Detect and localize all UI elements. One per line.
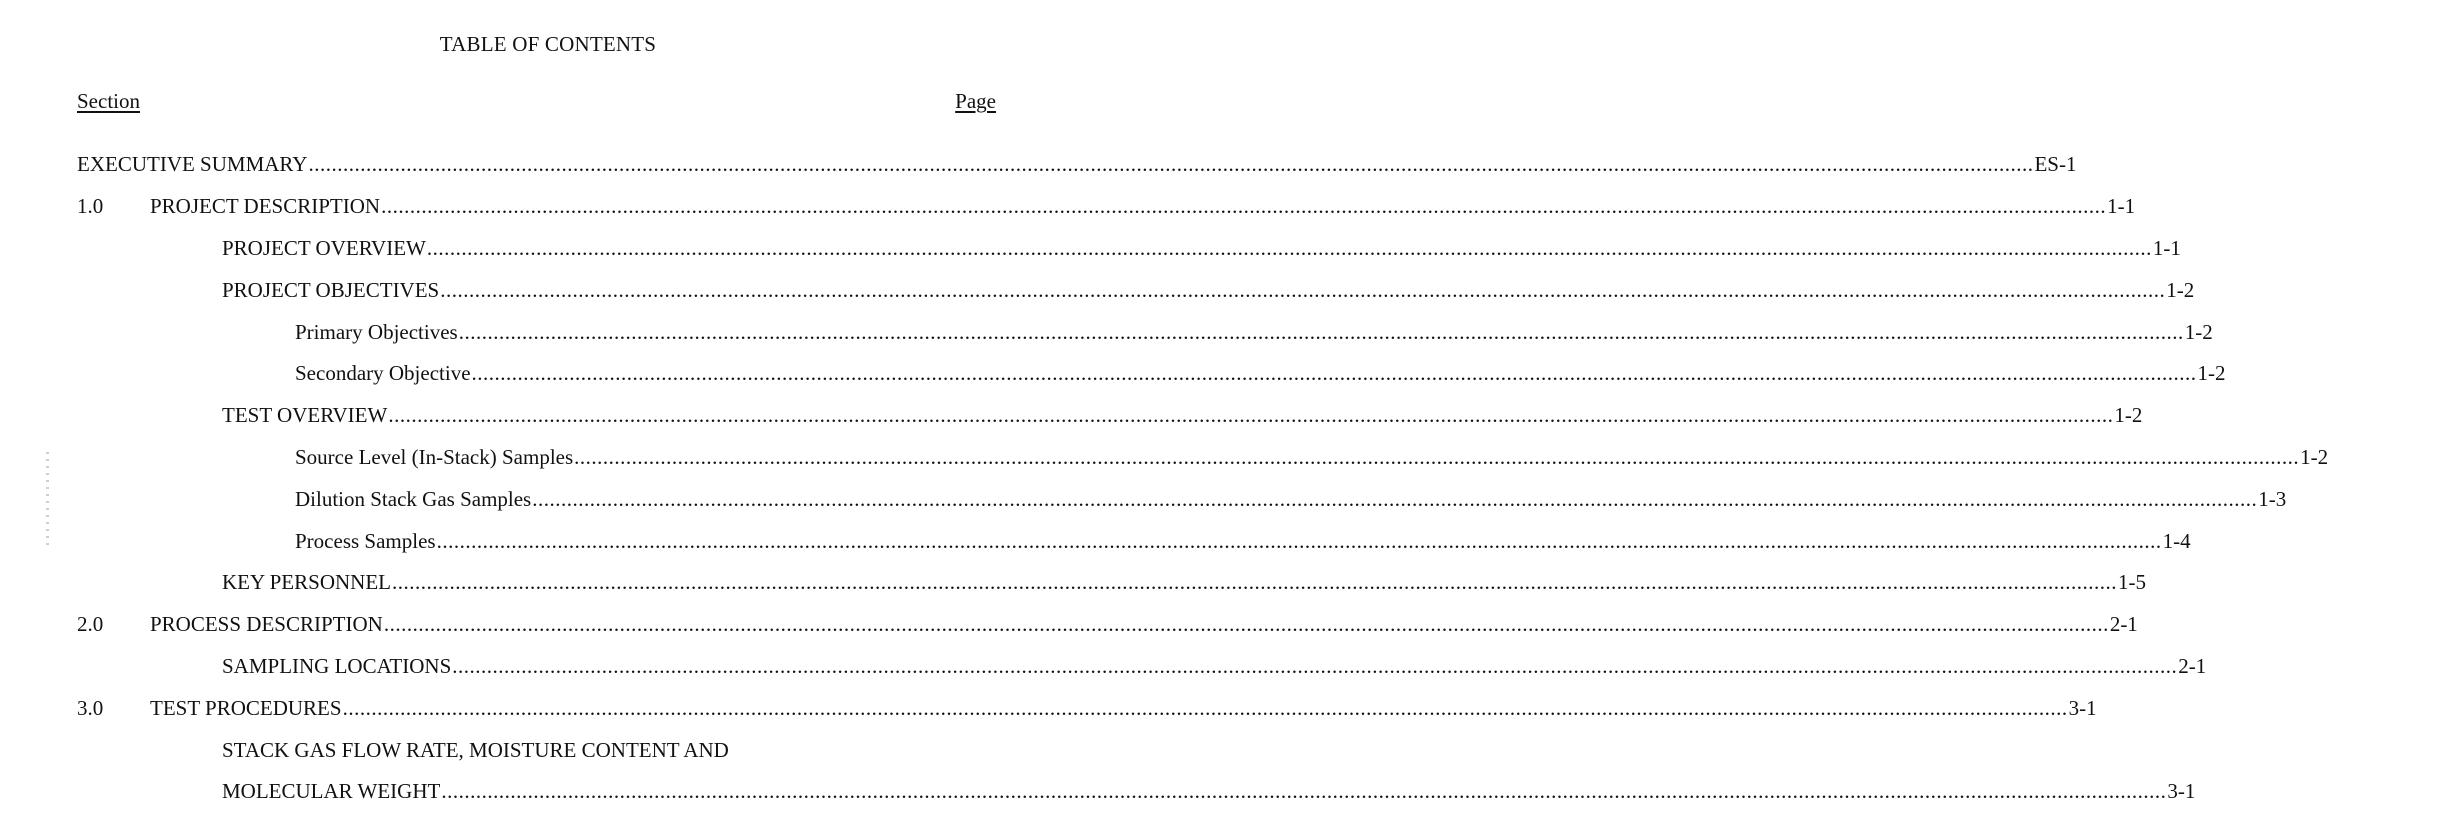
- page-title: TABLE OF CONTENTS: [439, 32, 657, 56]
- dot-leader: ............................................................................................................................................................................................................................................................................................................: [574, 444, 2300, 469]
- dot-leader: ............................................................................................................................................................................................................................................................................................................: [471, 361, 2197, 386]
- toc-entry-page: 3-1: [2167, 779, 2196, 804]
- toc-entry-project-description[interactable]: [77, 186, 2136, 228]
- toc-entry-key-personnel[interactable]: [77, 562, 2146, 604]
- toc-entry-secondary-objective[interactable]: [77, 353, 2226, 395]
- toc-entry-page: 1-2: [2197, 361, 2226, 386]
- toc-entry-project-overview[interactable]: [77, 228, 2181, 270]
- toc-entry-title: PROJECT OVERVIEW: [222, 235, 426, 260]
- toc-entry-title: PROJECT DESCRIPTION: [150, 194, 381, 219]
- toc-entry-title: PROCESS DESCRIPTION: [150, 612, 383, 637]
- toc-entry-number: 1.0: [77, 194, 104, 219]
- toc-entry-page: 2-1: [2178, 653, 2207, 678]
- dot-leader: ............................................................................................................................................................................................................................................................................................................: [391, 570, 2117, 595]
- toc-entry-title: Process Samples: [295, 528, 436, 553]
- dot-leader: ............................................................................................................................................................................................................................................................................................................: [308, 152, 2034, 177]
- toc-entry-title: MOLECULAR WEIGHT: [222, 779, 441, 804]
- toc-entry-page: 1-1: [2107, 194, 2136, 219]
- toc-entry-title: SAMPLING LOCATIONS: [222, 653, 452, 678]
- margin-scan-mark: [46, 452, 49, 548]
- toc-entry-page: 1-1: [2152, 235, 2181, 260]
- toc-entry-stack-gas-flow-rate-line1[interactable]: [77, 729, 996, 771]
- toc-entry-source-level-samples[interactable]: [77, 437, 2329, 479]
- dot-leader: ............................................................................................................................................................................................................................................................................................................: [441, 779, 2167, 804]
- toc-entry-project-objectives[interactable]: [77, 269, 2195, 311]
- toc-entry-page: 1-5: [2117, 570, 2146, 595]
- toc-entry-test-overview[interactable]: [77, 395, 2143, 437]
- dot-leader: ............................................................................................................................................................................................................................................................................................................: [436, 528, 2162, 553]
- toc-list: [77, 144, 2329, 813]
- toc-entry-process-description[interactable]: [77, 604, 2138, 646]
- toc-entry-title: TEST PROCEDURES: [150, 695, 342, 720]
- toc-entry-primary-objectives[interactable]: [77, 311, 2213, 353]
- dot-leader: ............................................................................................................................................................................................................................................................................................................: [381, 194, 2107, 219]
- toc-entry-executive-summary[interactable]: [77, 144, 2077, 186]
- dot-leader: ............................................................................................................................................................................................................................................................................................................: [532, 486, 2258, 511]
- toc-entry-stack-gas-flow-rate-line2[interactable]: [77, 771, 2196, 813]
- toc-entry-sampling-locations[interactable]: [77, 646, 2207, 688]
- toc-entry-title: STACK GAS FLOW RATE, MOISTURE CONTENT AND: [222, 737, 729, 762]
- dot-leader: ............................................................................................................................................................................................................................................................................................................: [458, 319, 2184, 344]
- toc-entry-page: ES-1: [2034, 152, 2077, 177]
- toc-entry-page: 1-2: [2166, 277, 2195, 302]
- toc-entry-test-procedures[interactable]: [77, 687, 2097, 729]
- toc-entry-dilution-stack-gas-samples[interactable]: [77, 478, 2287, 520]
- toc-entry-page: 3-1: [2068, 695, 2097, 720]
- dot-leader: ............................................................................................................................................................................................................................................................................................................: [383, 612, 2109, 637]
- toc-entry-title: Source Level (In-Stack) Samples: [295, 444, 574, 469]
- toc-entry-page: 1-4: [2162, 528, 2191, 553]
- toc-entry-title: KEY PERSONNEL: [222, 570, 391, 595]
- dot-leader: ............................................................................................................................................................................................................................................................................................................: [388, 403, 2114, 428]
- toc-entry-title: Dilution Stack Gas Samples: [295, 486, 532, 511]
- toc-entry-title: TEST OVERVIEW: [222, 403, 388, 428]
- toc-entry-page: 1-2: [2300, 444, 2329, 469]
- toc-entry-number: 3.0: [77, 695, 104, 720]
- dot-leader: ............................................................................................................................................................................................................................................................................................................: [440, 277, 2166, 302]
- section-column-header: Section: [77, 89, 140, 113]
- toc-entry-title: PROJECT OBJECTIVES: [222, 277, 440, 302]
- dot-leader: ............................................................................................................................................................................................................................................................................................................: [452, 653, 2178, 678]
- dot-leader: ............................................................................................................................................................................................................................................................................................................: [342, 695, 2068, 720]
- toc-entry-title: Secondary Objective: [295, 361, 471, 386]
- toc-entry-page: 2-1: [2109, 612, 2138, 637]
- toc-entry-page: 1-2: [2114, 403, 2143, 428]
- toc-entry-page: 1-2: [2184, 319, 2213, 344]
- toc-entry-title: EXECUTIVE SUMMARY: [77, 152, 308, 177]
- toc-entry-number: 2.0: [77, 612, 104, 637]
- dot-leader: ............................................................................................................................................................................................................................................................................................................: [426, 235, 2152, 260]
- page-column-header: Page: [955, 89, 996, 113]
- toc-entry-page: 1-3: [2258, 486, 2287, 511]
- toc-entry-title: Primary Objectives: [295, 319, 458, 344]
- toc-entry-process-samples[interactable]: [77, 520, 2191, 562]
